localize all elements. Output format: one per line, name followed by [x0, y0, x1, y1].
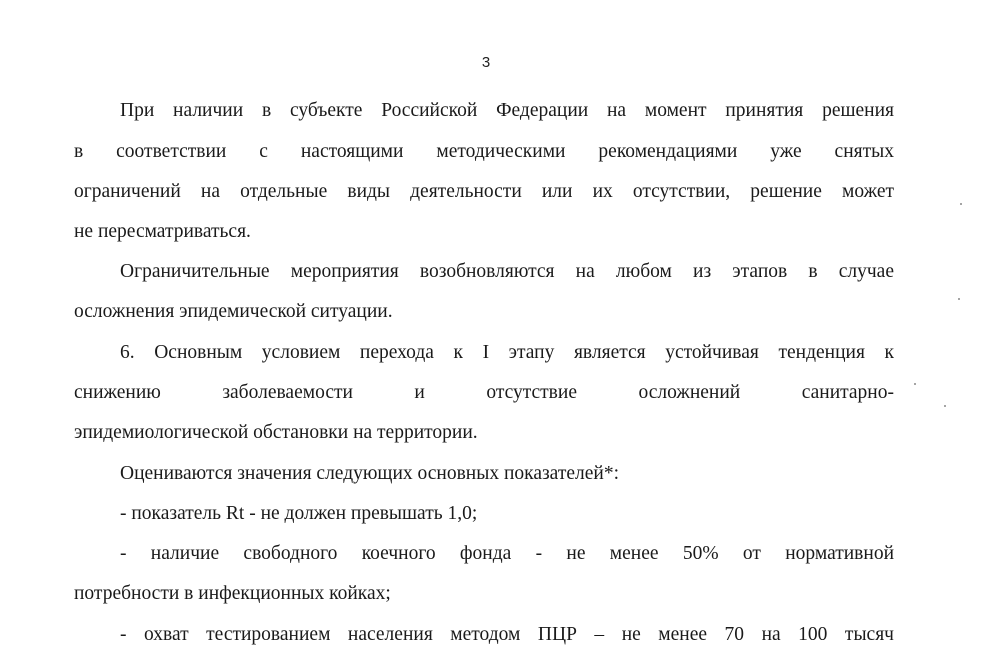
page-number: 3 — [481, 54, 491, 71]
scan-speck — [944, 405, 946, 407]
list-item-line: потребности в инфекционных койках; — [74, 583, 391, 604]
paragraph-line: в соответствии с настоящими методическими рекомендациями уже снятых — [74, 141, 894, 162]
scan-speck — [914, 383, 916, 385]
paragraph-line: Оцениваются значения следующих основных показателей*: — [120, 463, 619, 484]
paragraph-line: эпидемиологической обстановки на территории. — [74, 422, 478, 443]
paragraph-line: снижению заболеваемости и отсутствие осложнений санитарно- — [74, 382, 894, 403]
paragraph-line: Ограничительные мероприятия возобновляются на любом из этапов в случае — [120, 261, 894, 282]
list-item-line: - охват тестированием населения методом ПЦР – не менее 70 на 100 тысяч — [120, 624, 894, 645]
scan-speck — [960, 203, 962, 205]
paragraph-line: При наличии в субъекте Российской Федерации на момент принятия решения — [120, 100, 894, 121]
paragraph-line: ограничений на отдельные виды деятельности или их отсутствии, решение может — [74, 181, 894, 202]
list-item-line: - наличие свободного коечного фонда - не менее 50% от нормативной — [120, 543, 894, 564]
paragraph-line: осложнения эпидемической ситуации. — [74, 301, 393, 322]
paragraph-line: 6. Основным условием перехода к I этапу является устойчивая тенденция к — [120, 342, 894, 363]
paragraph-line: не пересматриваться. — [74, 221, 251, 242]
list-item-line: - показатель Rt - не должен превышать 1,0; — [120, 503, 478, 524]
scan-speck — [958, 298, 960, 300]
